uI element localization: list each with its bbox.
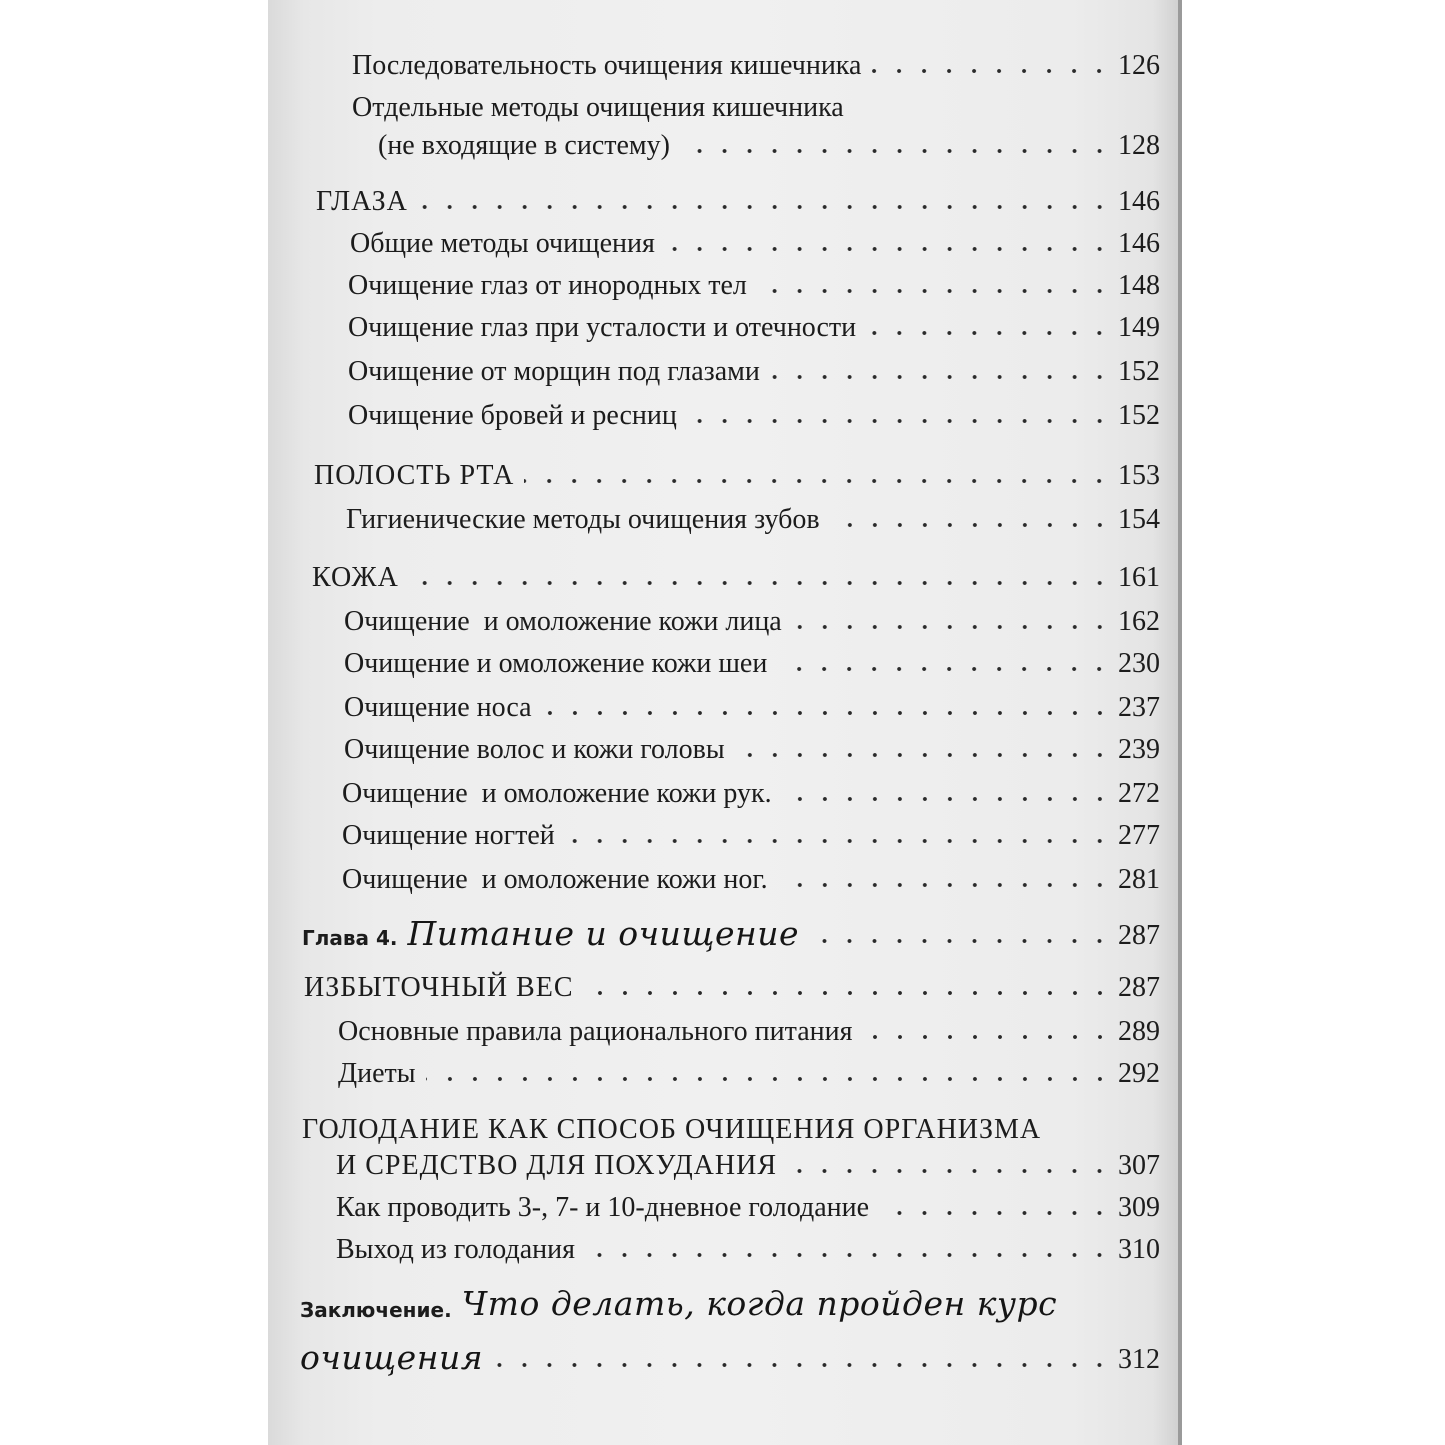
toc-page-number: 310 — [1118, 1234, 1160, 1265]
toc-entry-title: Очищение и омоложение кожи ног. — [342, 864, 768, 895]
dot-leader — [426, 1076, 1112, 1082]
toc-page-number: 148 — [1118, 270, 1160, 301]
toc-entry — [350, 218, 1160, 258]
toc-entry-title: Очищение и омоложение кожи лица — [344, 606, 782, 637]
dot-leader — [787, 1168, 1112, 1174]
toc-section-title-line1: ГОЛОДАНИЕ КАК СПОСОБ ОЧИЩЕНИЯ ОРГАНИЗМА — [302, 1114, 1042, 1145]
toc-entry — [344, 682, 1160, 722]
toc-entry — [338, 1048, 1160, 1088]
dot-leader — [584, 990, 1112, 996]
dot-leader — [418, 204, 1112, 210]
toc-page-number: 230 — [1118, 648, 1160, 679]
toc-page-number: 292 — [1118, 1058, 1160, 1089]
toc-section-title: КОЖА — [312, 562, 399, 593]
toc-page-number: 289 — [1118, 1016, 1160, 1047]
toc-page-number: 146 — [1118, 228, 1160, 259]
toc-section — [336, 1140, 1160, 1180]
toc-section — [312, 552, 1160, 592]
toc-page-number: 153 — [1118, 460, 1160, 491]
dot-leader — [866, 330, 1112, 336]
toc-entry-title: Очищение бровей и ресниц — [348, 400, 677, 431]
toc-entry — [348, 390, 1160, 430]
toc-entry-title: Выход из голодания — [336, 1234, 576, 1265]
toc-entry-title-line1: Отдельные методы очищения кишечника — [352, 92, 844, 123]
dot-leader — [757, 288, 1112, 294]
toc-page-number: 152 — [1118, 356, 1160, 387]
toc-entry — [342, 810, 1160, 850]
toc-conclusion-line1 — [300, 1280, 1058, 1323]
dot-leader — [585, 1252, 1112, 1258]
toc-entry — [346, 494, 1160, 534]
toc-page-number: 162 — [1118, 606, 1160, 637]
toc-section — [304, 962, 1160, 1002]
toc-entry — [352, 40, 1160, 80]
toc-entry-title: Гигиенические методы очищения зубов — [346, 504, 820, 535]
toc-page-number: 307 — [1118, 1150, 1160, 1181]
toc-section-title: ГЛАЗА — [316, 186, 408, 217]
dot-leader — [680, 148, 1112, 154]
toc-entry-title: Очищение глаз от инородных тел — [348, 270, 747, 301]
toc-conclusion — [300, 1334, 1160, 1377]
dot-leader — [524, 478, 1112, 484]
toc-entry-title: Очищение носа — [344, 692, 532, 723]
toc-page-number: 312 — [1118, 1344, 1160, 1375]
toc-section — [314, 450, 1160, 490]
chapter-title: Питание и очищение — [407, 914, 800, 953]
dot-leader — [871, 68, 1112, 74]
dot-leader — [735, 752, 1112, 758]
toc-entry — [338, 1006, 1160, 1046]
toc-page-number: 161 — [1118, 562, 1160, 593]
dot-leader — [778, 882, 1112, 888]
dot-leader — [863, 1034, 1113, 1040]
dot-leader — [665, 246, 1112, 252]
toc-entry-title: Очищение глаз при усталости и отечности — [348, 312, 857, 343]
toc-entry — [344, 638, 1160, 678]
toc-entry — [336, 1182, 1160, 1222]
toc-page-number: 287 — [1118, 972, 1160, 1003]
dot-leader — [792, 624, 1112, 630]
dot-leader — [493, 1362, 1112, 1368]
toc-entry-title: Диеты — [338, 1058, 416, 1089]
toc-page-number: 154 — [1118, 504, 1160, 535]
toc-entry-title: Очищение от морщин под глазами — [348, 356, 760, 387]
dot-leader — [409, 580, 1112, 586]
toc-entry — [344, 724, 1160, 764]
toc-page-number: 287 — [1118, 920, 1160, 951]
toc-entry — [342, 768, 1160, 808]
toc-page-number: 309 — [1118, 1192, 1160, 1223]
dot-leader — [687, 418, 1112, 424]
toc-page-number: 277 — [1118, 820, 1160, 851]
dot-leader — [565, 838, 1112, 844]
dot-leader — [879, 1210, 1112, 1216]
dot-leader — [777, 666, 1112, 672]
conclusion-title: очищения — [300, 1338, 484, 1377]
toc-entry-title: Очищение ногтей — [342, 820, 555, 851]
toc-entry-title: (не входящие в систему) — [378, 130, 670, 161]
toc-section-title: И СРЕДСТВО ДЛЯ ПОХУДАНИЯ — [336, 1150, 778, 1181]
conclusion-prefix: Заключение. — [300, 1298, 452, 1322]
toc-page-number: 126 — [1118, 50, 1160, 81]
toc-section-title: ИЗБЫТОЧНЫЙ ВЕС — [304, 972, 574, 1003]
toc-entry-title: Последовательность очищения кишечника — [352, 50, 862, 81]
toc-page-number: 237 — [1118, 692, 1160, 723]
toc-entry-title: Основные правила рационального питания — [338, 1016, 853, 1047]
dot-leader — [782, 796, 1112, 802]
toc-page-number: 239 — [1118, 734, 1160, 765]
toc-entry-title: Очищение волос и кожи головы — [344, 734, 725, 765]
dot-leader — [830, 522, 1112, 528]
conclusion-title-line1: Что делать, когда пройден курс — [461, 1284, 1058, 1323]
toc-page-number: 272 — [1118, 778, 1160, 809]
toc-section-title: ПОЛОСТЬ РТА — [314, 460, 515, 491]
toc-page-number: 128 — [1118, 130, 1160, 161]
toc-chapter — [302, 910, 1160, 953]
toc-entry-title: Очищение и омоложение кожи рук. — [342, 778, 772, 809]
dot-leader — [809, 938, 1112, 944]
toc-entry — [344, 596, 1160, 636]
chapter-prefix: Глава 4. — [302, 926, 398, 950]
toc-entry — [348, 346, 1160, 386]
toc-entry — [342, 854, 1160, 894]
toc-page-number: 152 — [1118, 400, 1160, 431]
toc-page-number: 146 — [1118, 186, 1160, 217]
dot-leader — [770, 374, 1112, 380]
toc-entry-title: Общие методы очищения — [350, 228, 655, 259]
toc-entry — [336, 1224, 1160, 1264]
toc-entry — [378, 120, 1160, 160]
toc-entry-title: Очищение и омоложение кожи шеи — [344, 648, 768, 679]
toc-page-number: 281 — [1118, 864, 1160, 895]
toc-section — [316, 176, 1160, 216]
toc-entry-title: Как проводить 3-, 7- и 10-дневное голодание — [336, 1192, 870, 1223]
dot-leader — [542, 710, 1112, 716]
toc-page-number: 149 — [1118, 312, 1160, 343]
toc-entry — [348, 302, 1160, 342]
toc-entry — [348, 260, 1160, 300]
